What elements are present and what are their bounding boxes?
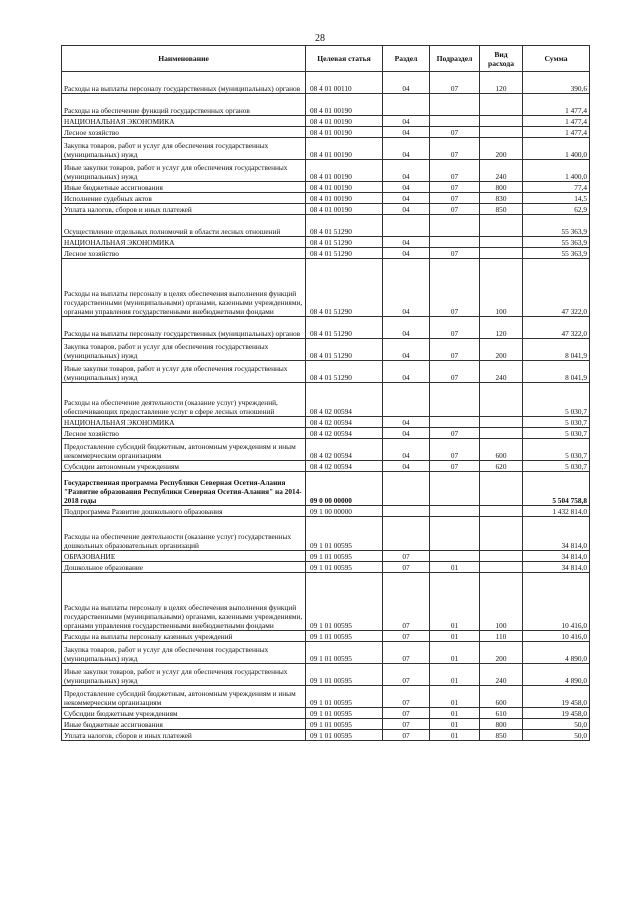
row-section: 04 xyxy=(383,193,430,204)
row-name: Государственная программа Республики Северная Осетия-Алания "Развитие образования Республики Северная Осетия-Алания" на 2014-2018 годы xyxy=(62,472,306,506)
table-row xyxy=(62,631,590,642)
row-section: 04 xyxy=(383,72,430,94)
row-name: Иные закупки товаров, работ и услуг для обеспечения государственных (муниципальных) нужд xyxy=(62,361,306,383)
row-section: 04 xyxy=(383,461,430,472)
row-target: 09 1 01 00595 xyxy=(306,551,383,562)
row-expense-type: 240 xyxy=(480,361,523,383)
row-subsection: 07 xyxy=(430,428,480,439)
row-name: Расходы на обеспечение функций государственных органов xyxy=(62,94,306,116)
row-sum: 8 041,9 xyxy=(523,339,590,361)
row-name: Иные бюджетные ассигнования xyxy=(62,719,306,730)
table-header-row xyxy=(62,46,590,72)
row-name: Предоставление субсидий бюджетным, автономным учреждениям и иным некоммерческим организациям xyxy=(62,439,306,461)
row-target: 09 1 01 00595 xyxy=(306,664,383,686)
row-subsection xyxy=(430,237,480,248)
table-row xyxy=(62,182,590,193)
row-expense-type: 610 xyxy=(480,708,523,719)
row-target: 08 4 01 51290 xyxy=(306,317,383,339)
row-subsection: 01 xyxy=(430,730,480,741)
table-row xyxy=(62,642,590,664)
row-target: 08 4 01 51290 xyxy=(306,215,383,237)
row-sum: 5 030,7 xyxy=(523,428,590,439)
row-sum: 62,9 xyxy=(523,204,590,215)
row-subsection xyxy=(430,383,480,417)
table-row xyxy=(62,361,590,383)
table-row xyxy=(62,248,590,259)
row-expense-type: 120 xyxy=(480,317,523,339)
row-target: 08 4 01 00190 xyxy=(306,138,383,160)
row-expense-type xyxy=(480,562,523,573)
row-name: НАЦИОНАЛЬНАЯ ЭКОНОМИКА xyxy=(62,237,306,248)
row-section: 07 xyxy=(383,551,430,562)
table-row xyxy=(62,730,590,741)
row-sum: 10 416,0 xyxy=(523,631,590,642)
table-row xyxy=(62,127,590,138)
row-name: Расходы на выплаты персоналу в целях обеспечения выполнения функций государственными (муниципальными) органами, казенными учреждениями, органами управления государственными внебюджетными фондами xyxy=(62,259,306,317)
row-subsection: 07 xyxy=(430,361,480,383)
row-subsection: 07 xyxy=(430,259,480,317)
table-row xyxy=(62,383,590,417)
row-sum: 5 504 758,8 xyxy=(523,472,590,506)
row-target: 08 4 02 00594 xyxy=(306,439,383,461)
row-section xyxy=(383,383,430,417)
table-row xyxy=(62,72,590,94)
row-section xyxy=(383,94,430,116)
row-expense-type: 600 xyxy=(480,686,523,708)
row-sum: 4 890,0 xyxy=(523,664,590,686)
row-sum: 47 322,0 xyxy=(523,259,590,317)
row-target: 08 4 01 00190 xyxy=(306,160,383,182)
row-target: 09 1 01 00595 xyxy=(306,631,383,642)
row-expense-type xyxy=(480,383,523,417)
row-sum: 5 030,7 xyxy=(523,417,590,428)
row-section: 04 xyxy=(383,317,430,339)
row-target: 09 1 01 00595 xyxy=(306,642,383,664)
row-target: 09 1 01 00595 xyxy=(306,686,383,708)
row-name: Закупка товаров, работ и услуг для обеспечения государственных (муниципальных) нужд xyxy=(62,339,306,361)
row-expense-type: 620 xyxy=(480,461,523,472)
row-name: Лесное хозяйство xyxy=(62,428,306,439)
row-target: 08 4 02 00594 xyxy=(306,461,383,472)
row-expense-type xyxy=(480,517,523,551)
header-name: Наименование xyxy=(62,46,306,72)
row-target: 09 1 01 00595 xyxy=(306,719,383,730)
row-target: 09 1 01 00595 xyxy=(306,562,383,573)
row-expense-type xyxy=(480,248,523,259)
table-row xyxy=(62,664,590,686)
row-section: 04 xyxy=(383,237,430,248)
row-name: Осуществление отдельных полномочий в области лесных отношений xyxy=(62,215,306,237)
row-name: Уплата налогов, сборов и иных платежей xyxy=(62,730,306,741)
row-subsection xyxy=(430,94,480,116)
row-expense-type xyxy=(480,237,523,248)
table-row xyxy=(62,193,590,204)
table-row xyxy=(62,259,590,317)
table-row xyxy=(62,686,590,708)
table-row xyxy=(62,237,590,248)
table-row xyxy=(62,160,590,182)
row-subsection: 07 xyxy=(430,182,480,193)
row-expense-type: 850 xyxy=(480,204,523,215)
row-name: Предоставление субсидий бюджетным, автономным учреждениям и иным некоммерческим организациям xyxy=(62,686,306,708)
row-section: 04 xyxy=(383,339,430,361)
row-target: 08 4 01 00190 xyxy=(306,182,383,193)
row-sum: 390,6 xyxy=(523,72,590,94)
row-name: Иные бюджетные ассигнования xyxy=(62,182,306,193)
row-name: Расходы на обеспечение деятельности (оказание услуг) государственных дошкольных образовательных организаций xyxy=(62,517,306,551)
row-sum: 8 041,9 xyxy=(523,361,590,383)
row-target: 08 4 01 51290 xyxy=(306,361,383,383)
row-expense-type: 110 xyxy=(480,631,523,642)
row-subsection: 07 xyxy=(430,193,480,204)
row-sum: 5 030,7 xyxy=(523,439,590,461)
row-subsection: 07 xyxy=(430,317,480,339)
row-subsection: 01 xyxy=(430,562,480,573)
row-expense-type: 830 xyxy=(480,193,523,204)
row-expense-type xyxy=(480,428,523,439)
row-subsection: 07 xyxy=(430,72,480,94)
row-name: Иные закупки товаров, работ и услуг для обеспечения государственных (муниципальных) нужд xyxy=(62,664,306,686)
row-target: 08 4 01 00190 xyxy=(306,204,383,215)
row-expense-type: 120 xyxy=(480,72,523,94)
row-name: ОБРАЗОВАНИЕ xyxy=(62,551,306,562)
row-expense-type: 600 xyxy=(480,439,523,461)
row-section: 07 xyxy=(383,708,430,719)
row-section: 07 xyxy=(383,562,430,573)
row-target: 08 4 02 00594 xyxy=(306,428,383,439)
row-subsection: 07 xyxy=(430,127,480,138)
row-section: 07 xyxy=(383,686,430,708)
row-sum: 55 363,9 xyxy=(523,237,590,248)
row-sum: 1 477,4 xyxy=(523,127,590,138)
row-expense-type xyxy=(480,506,523,517)
row-sum: 34 814,0 xyxy=(523,517,590,551)
table-row xyxy=(62,339,590,361)
row-sum: 5 030,7 xyxy=(523,461,590,472)
row-section: 04 xyxy=(383,138,430,160)
row-name: НАЦИОНАЛЬНАЯ ЭКОНОМИКА xyxy=(62,417,306,428)
row-target: 08 4 01 00110 xyxy=(306,72,383,94)
row-section: 04 xyxy=(383,127,430,138)
row-expense-type: 240 xyxy=(480,160,523,182)
row-expense-type: 800 xyxy=(480,719,523,730)
row-section: 04 xyxy=(383,160,430,182)
row-target: 08 4 01 00190 xyxy=(306,94,383,116)
table-row xyxy=(62,317,590,339)
row-section: 07 xyxy=(383,573,430,631)
row-expense-type xyxy=(480,417,523,428)
row-expense-type: 240 xyxy=(480,664,523,686)
row-subsection: 01 xyxy=(430,719,480,730)
row-sum: 19 458,0 xyxy=(523,708,590,719)
budget-table xyxy=(61,45,590,741)
row-sum: 10 416,0 xyxy=(523,573,590,631)
row-subsection: 01 xyxy=(430,642,480,664)
row-name: Исполнение судебных актов xyxy=(62,193,306,204)
row-expense-type xyxy=(480,551,523,562)
table-row xyxy=(62,506,590,517)
table-row xyxy=(62,428,590,439)
row-subsection: 07 xyxy=(430,461,480,472)
table-row xyxy=(62,562,590,573)
row-subsection: 07 xyxy=(430,248,480,259)
row-section: 07 xyxy=(383,719,430,730)
row-expense-type: 800 xyxy=(480,182,523,193)
row-expense-type xyxy=(480,215,523,237)
header-target: Целевая статья xyxy=(306,46,383,72)
row-section: 04 xyxy=(383,417,430,428)
row-sum: 19 458,0 xyxy=(523,686,590,708)
row-target: 08 4 01 51290 xyxy=(306,237,383,248)
header-sum: Сумма xyxy=(523,46,590,72)
row-section xyxy=(383,517,430,551)
row-expense-type xyxy=(480,127,523,138)
row-sum: 47 322,0 xyxy=(523,317,590,339)
row-subsection xyxy=(430,551,480,562)
row-sum: 1 400,0 xyxy=(523,138,590,160)
row-expense-type: 200 xyxy=(480,642,523,664)
row-expense-type xyxy=(480,116,523,127)
table-row xyxy=(62,573,590,631)
row-section: 04 xyxy=(383,204,430,215)
row-target: 08 4 01 00190 xyxy=(306,193,383,204)
row-section: 07 xyxy=(383,730,430,741)
row-name: НАЦИОНАЛЬНАЯ ЭКОНОМИКА xyxy=(62,116,306,127)
row-target: 09 1 01 00595 xyxy=(306,573,383,631)
header-subsection: Подраздел xyxy=(430,46,480,72)
row-section xyxy=(383,472,430,506)
row-target: 08 4 01 51290 xyxy=(306,248,383,259)
row-subsection: 01 xyxy=(430,631,480,642)
row-sum: 1 432 814,0 xyxy=(523,506,590,517)
row-sum: 34 814,0 xyxy=(523,562,590,573)
table-row xyxy=(62,517,590,551)
row-sum: 14,5 xyxy=(523,193,590,204)
table-row xyxy=(62,551,590,562)
row-name: Лесное хозяйство xyxy=(62,127,306,138)
row-subsection: 07 xyxy=(430,439,480,461)
row-subsection: 07 xyxy=(430,138,480,160)
table-row xyxy=(62,94,590,116)
table-row xyxy=(62,472,590,506)
row-expense-type: 850 xyxy=(480,730,523,741)
row-name: Расходы на выплаты персоналу казенных учреждений xyxy=(62,631,306,642)
row-expense-type xyxy=(480,94,523,116)
header-expense-type: Вид расхода xyxy=(480,46,523,72)
row-section: 04 xyxy=(383,259,430,317)
row-name: Расходы на обеспечение деятельности (оказание услуг) учреждений, обеспечивающих предоставление услуг в сфере лесных отношений xyxy=(62,383,306,417)
row-section: 04 xyxy=(383,361,430,383)
row-sum: 55 363,9 xyxy=(523,248,590,259)
row-target: 08 4 02 00594 xyxy=(306,383,383,417)
row-sum: 4 890,0 xyxy=(523,642,590,664)
table-row xyxy=(62,461,590,472)
table-row xyxy=(62,708,590,719)
row-section: 07 xyxy=(383,642,430,664)
page-number: 28 xyxy=(315,33,325,44)
row-expense-type: 100 xyxy=(480,259,523,317)
row-target: 08 4 01 51290 xyxy=(306,259,383,317)
row-subsection xyxy=(430,506,480,517)
row-name: Расходы на выплаты персоналу в целях обеспечения выполнения функций государственными (муниципальными) органами, казенными учреждениями, органами управления государственными внебюджетными фондами xyxy=(62,573,306,631)
row-section: 04 xyxy=(383,248,430,259)
row-section: 04 xyxy=(383,439,430,461)
row-subsection: 01 xyxy=(430,708,480,719)
row-section xyxy=(383,506,430,517)
row-section: 07 xyxy=(383,664,430,686)
row-expense-type: 200 xyxy=(480,339,523,361)
row-name: Иные закупки товаров, работ и услуг для обеспечения государственных (муниципальных) нужд xyxy=(62,160,306,182)
row-subsection xyxy=(430,116,480,127)
table-row xyxy=(62,116,590,127)
row-sum: 1 400,0 xyxy=(523,160,590,182)
row-subsection xyxy=(430,215,480,237)
row-section: 04 xyxy=(383,116,430,127)
row-subsection: 01 xyxy=(430,664,480,686)
row-name: Лесное хозяйство xyxy=(62,248,306,259)
table-row xyxy=(62,204,590,215)
row-expense-type: 200 xyxy=(480,138,523,160)
row-name: Расходы на выплаты персоналу государственных (муниципальных) органов xyxy=(62,72,306,94)
row-name: Закупка товаров, работ и услуг для обеспечения государственных (муниципальных) нужд xyxy=(62,642,306,664)
row-target: 09 1 00 00000 xyxy=(306,506,383,517)
row-target: 08 4 01 00190 xyxy=(306,127,383,138)
row-section xyxy=(383,215,430,237)
row-sum: 34 814,0 xyxy=(523,551,590,562)
row-name: Закупка товаров, работ и услуг для обеспечения государственных (муниципальных) нужд xyxy=(62,138,306,160)
row-target: 09 1 01 00595 xyxy=(306,730,383,741)
row-sum: 50,0 xyxy=(523,730,590,741)
table-row xyxy=(62,719,590,730)
row-target: 09 1 01 00595 xyxy=(306,517,383,551)
row-sum: 1 477,4 xyxy=(523,94,590,116)
table-row xyxy=(62,138,590,160)
row-name: Уплата налогов, сборов и иных платежей xyxy=(62,204,306,215)
row-target: 08 4 01 00190 xyxy=(306,116,383,127)
row-subsection: 07 xyxy=(430,339,480,361)
row-sum: 1 477,4 xyxy=(523,116,590,127)
row-subsection: 01 xyxy=(430,573,480,631)
row-target: 08 4 01 51290 xyxy=(306,339,383,361)
row-sum: 77,4 xyxy=(523,182,590,193)
row-name: Расходы на выплаты персоналу государственных (муниципальных) органов xyxy=(62,317,306,339)
row-subsection xyxy=(430,517,480,551)
table-row xyxy=(62,417,590,428)
row-name: Дошкольное образование xyxy=(62,562,306,573)
row-expense-type xyxy=(480,472,523,506)
header-section: Раздел xyxy=(383,46,430,72)
row-sum: 55 363,9 xyxy=(523,215,590,237)
row-target: 08 4 02 00594 xyxy=(306,417,383,428)
row-name: Подпрограмма Развитие дошкольного образования xyxy=(62,506,306,517)
row-name: Субсидии бюджетным учреждениям xyxy=(62,708,306,719)
table-body xyxy=(62,72,590,741)
row-sum: 50,0 xyxy=(523,719,590,730)
row-target: 09 1 01 00595 xyxy=(306,708,383,719)
row-subsection: 07 xyxy=(430,160,480,182)
table-row xyxy=(62,215,590,237)
row-section: 04 xyxy=(383,182,430,193)
row-name: Субсидии автономным учреждениям xyxy=(62,461,306,472)
row-subsection xyxy=(430,417,480,428)
row-subsection: 07 xyxy=(430,204,480,215)
row-subsection: 01 xyxy=(430,686,480,708)
row-target: 09 0 00 00000 xyxy=(306,472,383,506)
row-sum: 5 030,7 xyxy=(523,383,590,417)
row-section: 04 xyxy=(383,428,430,439)
table-row xyxy=(62,439,590,461)
row-section: 07 xyxy=(383,631,430,642)
row-subsection xyxy=(430,472,480,506)
row-expense-type: 100 xyxy=(480,573,523,631)
